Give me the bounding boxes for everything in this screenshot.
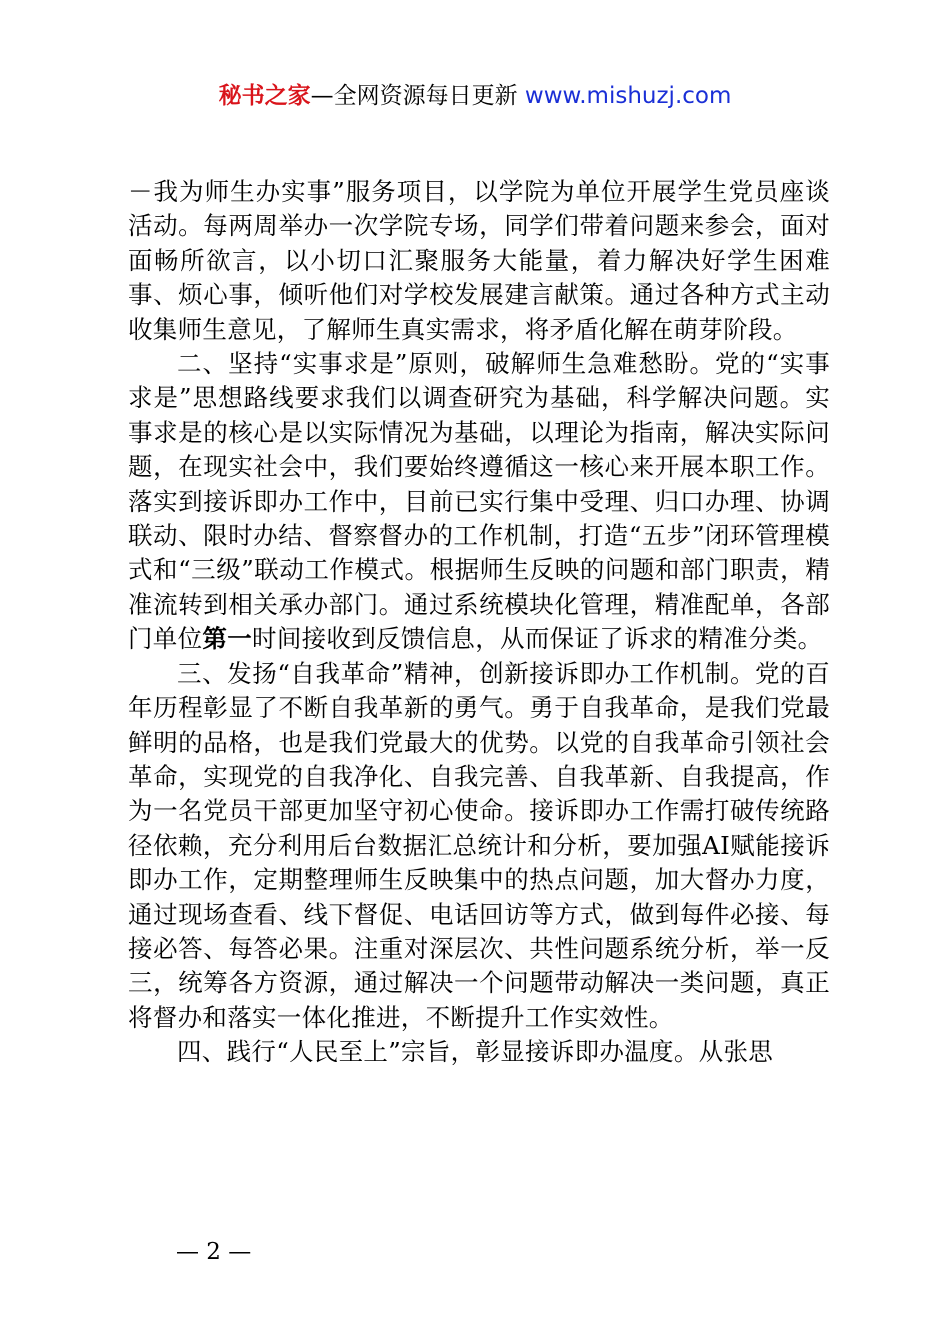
paragraph-section-2 (128, 347, 830, 657)
section-3-heading: 三、发扬“自我革命”精神，创新接诉即办工作机制。 (177, 658, 756, 688)
paragraph-continuation: －我为师生办实事”服务项目，以学院为单位开展学生党员座谈活动。每两周举办一次学院专场，同学们带着问题来参会，面对面畅所欲言，以小切口汇聚服务大能量，着力解决好学生困难事、烦心事，倾听他们对学校发展建言献策。通过各种方式主动收集师生意见，了解师生真实需求，将矛盾化解在萌芽阶段。 (128, 177, 830, 344)
site-header (0, 80, 950, 112)
section-3-text: 党的百年历程彰显了不断自我革新的勇气。勇于自我革命，是我们党最鲜明的品格，也是我们党最大的优势。以党的自我革命引领社会革命，实现党的自我净化、自我完善、自我革新、自我提高，作为一名党员干部更加坚守初心使命。接诉即办工作需打破传统路径依赖，充分利用后台数据汇总统计和分析，要加强AI赋能接诉即办工作，定期整理师生反映集中的热点问题，加大督办力度，通过现场查看、线下督促、电话回访等方式，做到每件必接、每接必答、每答必果。注重对深层次、共性问题系统分析，举一反三，统筹各方资源，通过解决一个问题带动解决一类问题，真正将督办和落实一体化推进，不断提升工作实效性。 (128, 658, 830, 1032)
section-4-text: 从张思 (698, 1037, 774, 1067)
paragraph-section-4 (128, 1035, 830, 1069)
section-2-bold-term: 第一 (202, 624, 253, 654)
paragraph-section-3 (128, 657, 830, 1035)
section-4-heading: 四、践行“人民至上”宗旨，彰显接诉即办温度。 (177, 1037, 699, 1067)
page-number: — 2 — (176, 1239, 252, 1265)
brand-name: 秘书之家 (218, 83, 311, 109)
header-slogan: —全网资源每日更新 (310, 83, 518, 109)
site-url-link[interactable]: www.mishuzj.com (524, 83, 732, 109)
document-body (128, 175, 830, 1070)
section-2-text-b: 时间接收到反馈信息，从而保证了诉求的精准分类。 (252, 624, 823, 654)
section-2-text-a: 党的“实事求是”思想路线要求我们以调查研究为基础，科学解决问题。实事求是的核心是以实际情况为基础，以理论为指南，解决实际问题，在现实社会中，我们要始终遵循这一核心来开展本职工作。落实到接诉即办工作中，目前已实行集中受理、归口办理、协调联动、限时办结、督察督办的工作机制，打造“五步”闭环管理模式和“三级”联动工作模式。根据师生反映的问题和部门职责，精准流转到相关承办部门。通过系统模块化管理，精准配单，各部门单位 (128, 349, 831, 654)
section-2-heading: 二、坚持“实事求是”原则，破解师生急难愁盼。 (177, 349, 715, 379)
